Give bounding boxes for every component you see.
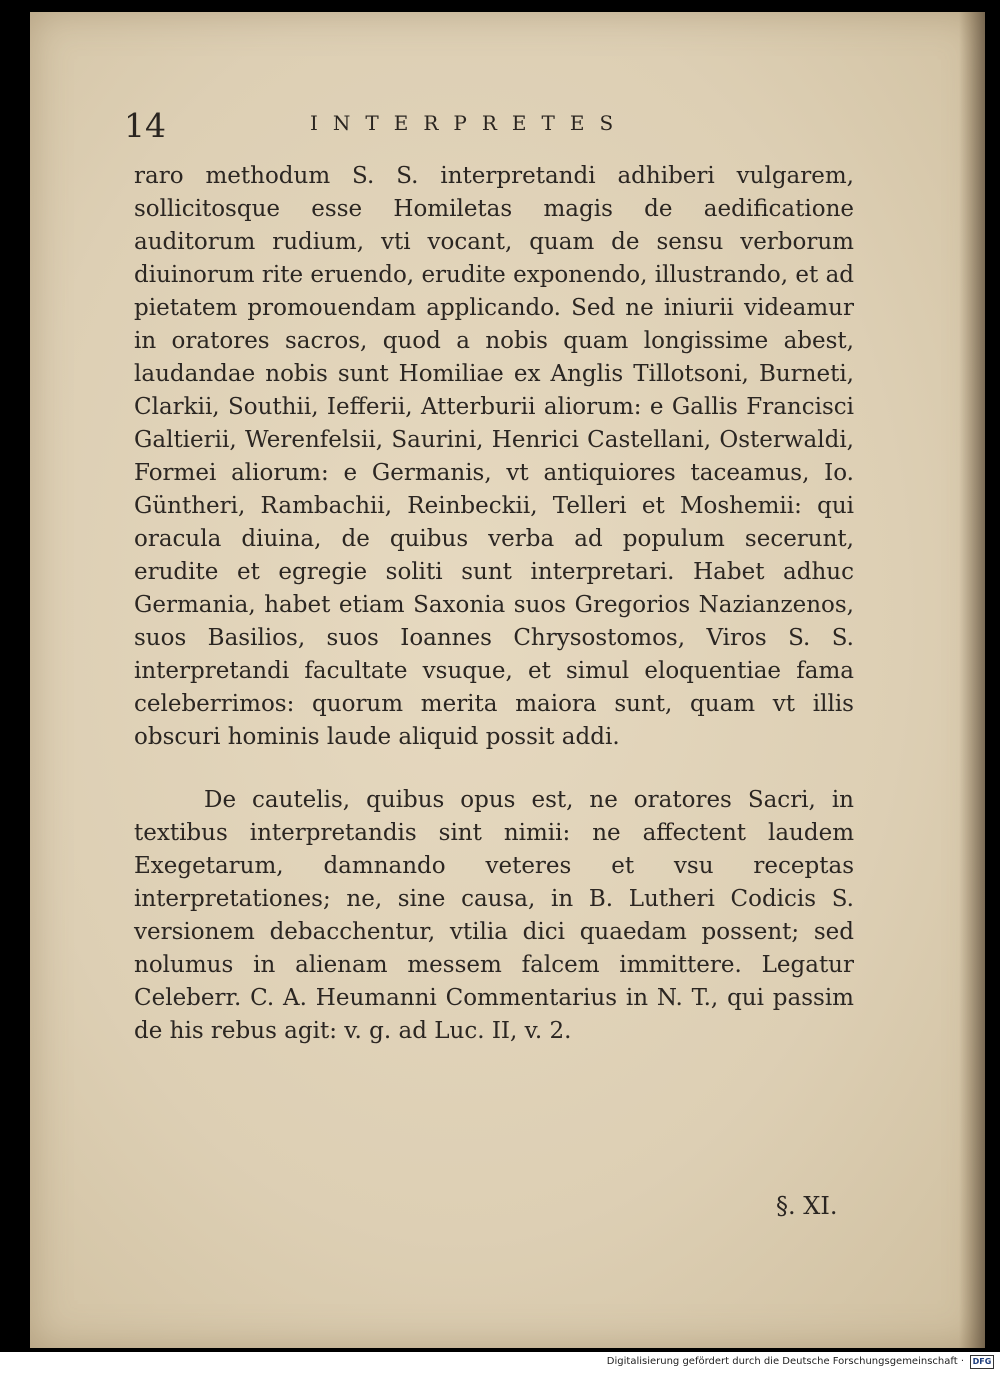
footer-credit: Digitalisierung gefördert durch die Deutsche Forschungsgemeinschaft · [606,1356,964,1367]
page-number: 14 [124,106,166,145]
paragraph-2: De cautelis, quibus opus est, ne oratores Sacri, in textibus interpretandis sint nimii: ne affectent laudem Exegetarum, damnando veteres et vsu receptas interpretationes; ne, sine causa, in B. Lutheri Codicis S. versionem debacchentur, vtilia dici quaedam possent; sed nolumus in alienam messem falcem immittere. Legatur Celeberr. C. A. Heumanni Commentarius in N. T., qui passim de his rebus agit: v. g. ad Luc. II, v. 2. [134,787,854,1044]
catchword: §. XI. [776,1192,838,1220]
paragraph-1: raro methodum S. S. interpretandi adhiberi vulgarem, sollicitosque esse Homiletas magis de aedificatione auditorum rudium, vti vocant, quam de sensu verborum diuinorum rite eruendo, erudite exponendo, illustrando, et ad pietatem promouendam applicando. Sed ne iniurii videamur in oratores sacros, quod a nobis quam longissime abest, laudandae nobis sunt Homiliae ex Anglis Tillotsoni, Burneti, Clarkii, Southii, Iefferii, Atterburii aliorum: e Gallis Francisci Galtierii, Werenfelsii, Saurini, Henrici Castellani, Osterwaldi, Formei aliorum: e Germanis, vt antiquiores taceamus, Io. Güntheri, Rambachii, Reinbeckii, Telleri et Moshemii: qui oracula diuina, de quibus verba ad populum secerunt, erudite et egregie soliti sunt interpretari. Habet adhuc Germania, habet etiam Saxonia suos Gregorios Nazianzenos, suos Basilios, suos Ioannes Chrysostomos, Viros S. S. interpretandi facultate vsuque, et simul eloquentiae fama celeberrimos: quorum merita maiora sunt, quam vt illis obscuri hominis laude aliquid possit addi. [134,163,854,750]
running-head-title: INTERPRETES [310,111,629,135]
dfg-logo-icon [970,1355,994,1369]
running-head [124,104,824,148]
dfg-logo-text: DFG [972,1357,992,1366]
footer-band [0,1352,1000,1373]
body-text [134,160,854,1048]
page-edge-shadow [959,12,985,1348]
